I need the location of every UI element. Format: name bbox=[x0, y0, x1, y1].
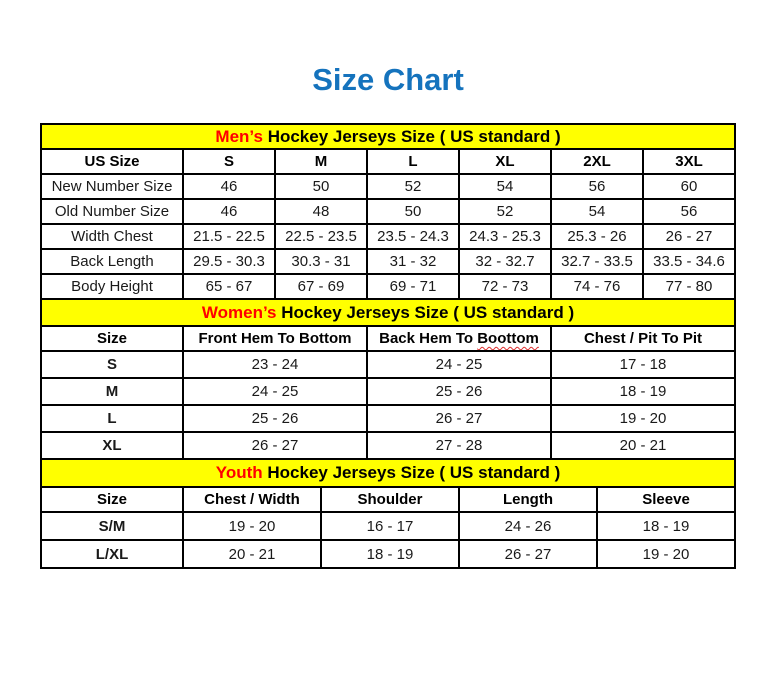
size-value-cell: 46 bbox=[183, 174, 275, 199]
column-header: US Size bbox=[41, 149, 183, 174]
size-value-cell: 22.5 - 23.5 bbox=[275, 224, 367, 249]
size-value-cell: 24 - 26 bbox=[459, 512, 597, 540]
table-row bbox=[41, 249, 735, 274]
size-value-cell: 27 - 28 bbox=[367, 432, 551, 459]
womens-section-header bbox=[41, 299, 735, 326]
size-value-cell: 32 - 32.7 bbox=[459, 249, 551, 274]
size-value-cell: 24 - 25 bbox=[183, 378, 367, 405]
size-value-cell: 54 bbox=[551, 199, 643, 224]
size-value-cell: 77 - 80 bbox=[643, 274, 735, 299]
size-value-cell: 26 - 27 bbox=[367, 405, 551, 432]
table-row bbox=[41, 224, 735, 249]
column-header: S bbox=[183, 149, 275, 174]
size-value-cell: 24 - 25 bbox=[367, 351, 551, 378]
size-value-cell: 24.3 - 25.3 bbox=[459, 224, 551, 249]
youth-section-highlight: Youth bbox=[215, 463, 263, 482]
size-value-cell: 20 - 21 bbox=[183, 540, 321, 568]
table-row bbox=[41, 378, 735, 405]
size-value-cell: 19 - 20 bbox=[597, 540, 735, 568]
size-value-cell: 18 - 19 bbox=[321, 540, 459, 568]
page-title: Size Chart bbox=[312, 62, 464, 97]
size-value-cell: 52 bbox=[367, 174, 459, 199]
womens-size-table bbox=[40, 298, 736, 460]
youth-section-title: Hockey Jerseys Size ( US standard ) bbox=[262, 463, 561, 482]
row-label: Width Chest bbox=[41, 224, 183, 249]
size-value-cell: 16 - 17 bbox=[321, 512, 459, 540]
size-value-cell: 25.3 - 26 bbox=[551, 224, 643, 249]
row-label: XL bbox=[41, 432, 183, 459]
column-header: Chest / Width bbox=[183, 487, 321, 512]
row-label: S/M bbox=[41, 512, 183, 540]
row-label: Body Height bbox=[41, 274, 183, 299]
size-value-cell: 65 - 67 bbox=[183, 274, 275, 299]
column-header: XL bbox=[459, 149, 551, 174]
column-header: L bbox=[367, 149, 459, 174]
table-row bbox=[41, 432, 735, 459]
column-header: Shoulder bbox=[321, 487, 459, 512]
row-label: Old Number Size bbox=[41, 199, 183, 224]
mens-size-table bbox=[40, 123, 736, 300]
column-header: Size bbox=[41, 487, 183, 512]
size-value-cell: 60 bbox=[643, 174, 735, 199]
column-header: Sleeve bbox=[597, 487, 735, 512]
size-value-cell: 18 - 19 bbox=[597, 512, 735, 540]
size-value-cell: 30.3 - 31 bbox=[275, 249, 367, 274]
table-row bbox=[41, 274, 735, 299]
table-row bbox=[41, 540, 735, 568]
row-label: Back Length bbox=[41, 249, 183, 274]
row-label: M bbox=[41, 378, 183, 405]
size-value-cell: 54 bbox=[459, 174, 551, 199]
size-value-cell: 26 - 27 bbox=[459, 540, 597, 568]
column-header: 2XL bbox=[551, 149, 643, 174]
youth-header-row bbox=[41, 487, 735, 512]
column-header: Length bbox=[459, 487, 597, 512]
row-label: S bbox=[41, 351, 183, 378]
row-label: L bbox=[41, 405, 183, 432]
mens-section-header bbox=[41, 124, 735, 149]
mens-header-row bbox=[41, 149, 735, 174]
column-header: Front Hem To Bottom bbox=[183, 326, 367, 351]
size-value-cell: 25 - 26 bbox=[183, 405, 367, 432]
table-row bbox=[41, 199, 735, 224]
size-value-cell: 50 bbox=[367, 199, 459, 224]
column-header: Chest / Pit To Pit bbox=[551, 326, 735, 351]
table-row bbox=[41, 351, 735, 378]
size-value-cell: 26 - 27 bbox=[643, 224, 735, 249]
size-value-cell: 23.5 - 24.3 bbox=[367, 224, 459, 249]
size-value-cell: 46 bbox=[183, 199, 275, 224]
column-header: Size bbox=[41, 326, 183, 351]
size-value-cell: 32.7 - 33.5 bbox=[551, 249, 643, 274]
womens-band-row bbox=[41, 299, 735, 326]
mens-section-title: Hockey Jerseys Size ( US standard ) bbox=[262, 126, 561, 146]
back-hem-prefix: Back Hem To bbox=[379, 330, 478, 347]
size-value-cell: 31 - 32 bbox=[367, 249, 459, 274]
size-value-cell: 23 - 24 bbox=[183, 351, 367, 378]
mens-band-row bbox=[41, 124, 735, 149]
youth-section-header bbox=[41, 459, 735, 487]
youth-size-table bbox=[40, 458, 736, 569]
table-row bbox=[41, 405, 735, 432]
womens-header-row bbox=[41, 326, 735, 351]
size-value-cell: 19 - 20 bbox=[183, 512, 321, 540]
row-label: New Number Size bbox=[41, 174, 183, 199]
row-label: L/XL bbox=[41, 540, 183, 568]
size-value-cell: 74 - 76 bbox=[551, 274, 643, 299]
misspelled-word: Boottom bbox=[477, 330, 539, 347]
size-value-cell: 50 bbox=[275, 174, 367, 199]
youth-band-row bbox=[41, 459, 735, 487]
table-row bbox=[41, 512, 735, 540]
size-value-cell: 29.5 - 30.3 bbox=[183, 249, 275, 274]
size-value-cell: 33.5 - 34.6 bbox=[643, 249, 735, 274]
size-value-cell: 20 - 21 bbox=[551, 432, 735, 459]
table-row bbox=[41, 174, 735, 199]
column-header: M bbox=[275, 149, 367, 174]
womens-section-title: Hockey Jerseys Size ( US standard ) bbox=[276, 302, 575, 322]
womens-section-highlight: Women’s bbox=[201, 302, 277, 322]
size-value-cell: 21.5 - 22.5 bbox=[183, 224, 275, 249]
size-value-cell: 67 - 69 bbox=[275, 274, 367, 299]
size-value-cell: 48 bbox=[275, 199, 367, 224]
size-value-cell: 56 bbox=[551, 174, 643, 199]
size-value-cell: 72 - 73 bbox=[459, 274, 551, 299]
mens-section-highlight: Men’s bbox=[215, 126, 263, 146]
size-value-cell: 26 - 27 bbox=[183, 432, 367, 459]
column-header: 3XL bbox=[643, 149, 735, 174]
size-value-cell: 19 - 20 bbox=[551, 405, 735, 432]
size-value-cell: 25 - 26 bbox=[367, 378, 551, 405]
size-value-cell: 56 bbox=[643, 199, 735, 224]
size-chart-tables bbox=[40, 123, 734, 569]
size-value-cell: 69 - 71 bbox=[367, 274, 459, 299]
size-value-cell: 18 - 19 bbox=[551, 378, 735, 405]
column-header-back-hem bbox=[367, 326, 551, 351]
size-value-cell: 17 - 18 bbox=[551, 351, 735, 378]
size-value-cell: 52 bbox=[459, 199, 551, 224]
